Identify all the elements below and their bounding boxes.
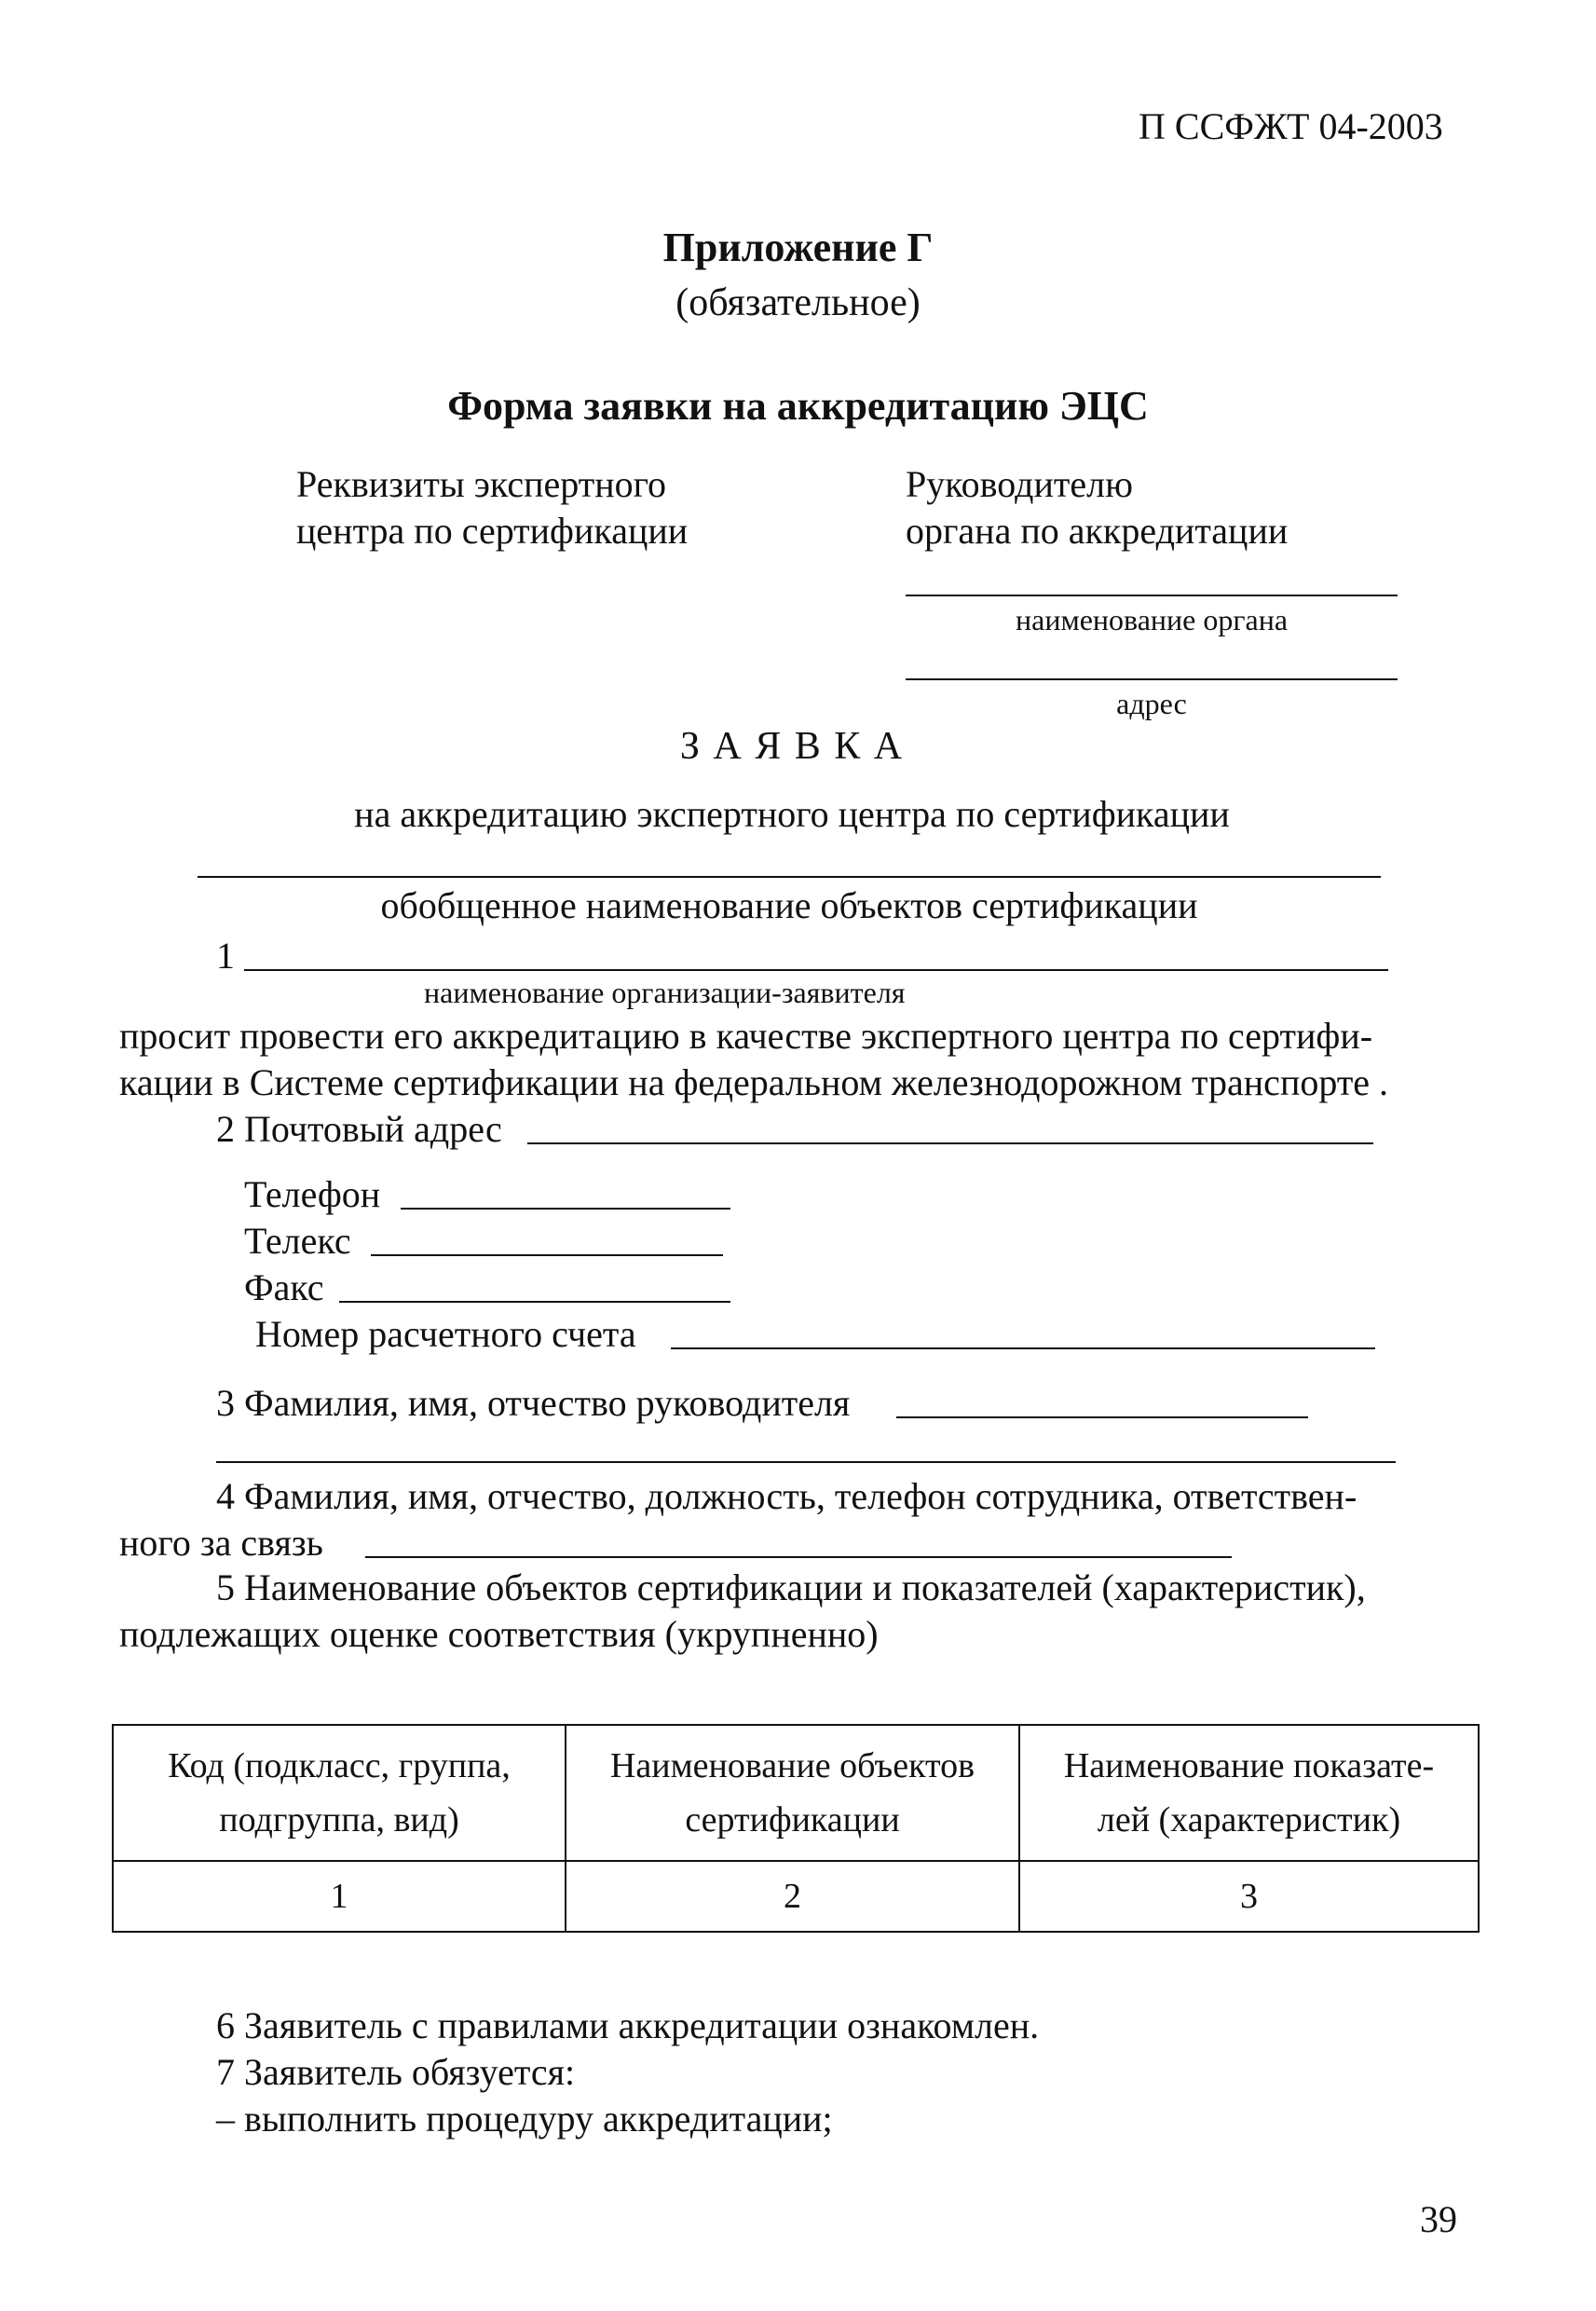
table-cell-number: 3 xyxy=(1019,1861,1479,1932)
postal-address-label: 2 Почтовый адрес xyxy=(216,1108,502,1150)
fax-field[interactable] xyxy=(339,1301,730,1303)
account-label: Номер расчетного счета xyxy=(255,1313,636,1355)
page-number: 39 xyxy=(1420,2198,1457,2240)
postal-address-field[interactable] xyxy=(527,1142,1373,1144)
head-name-field[interactable] xyxy=(896,1416,1308,1418)
table-header-objects: Наименование объектов сертификации xyxy=(566,1725,1019,1861)
item7-text: 7 Заявитель обязуется: xyxy=(216,2051,576,2093)
contact-line-1: 4 Фамилия, имя, отчество, должность, телефон сотрудника, ответствен- xyxy=(216,1475,1357,1517)
authority-address-line xyxy=(906,678,1398,680)
item6-text: 6 Заявитель с правилами аккредитации ознакомлен. xyxy=(216,2004,1040,2046)
authority-name-hint: наименование органа xyxy=(1015,603,1289,636)
phone-label: Телефон xyxy=(244,1173,381,1215)
telex-label: Телекс xyxy=(244,1220,351,1262)
application-subtitle: на аккредитацию экспертного центра по сертификации xyxy=(354,793,1230,835)
table-header-indicators: Наименование показате- лей (характеристик) xyxy=(1019,1725,1479,1861)
right-block-line1: Руководителю xyxy=(906,463,1133,505)
contact-field[interactable] xyxy=(365,1556,1232,1558)
item1-number: 1 xyxy=(216,935,235,977)
document-code: П ССФЖТ 04-2003 xyxy=(1139,105,1443,147)
appendix-title: Приложение Г xyxy=(662,225,934,270)
authority-name-line xyxy=(906,595,1398,596)
objects-hint: обобщенное наименование объектов сертификации xyxy=(380,884,1198,926)
certification-objects-table xyxy=(112,1724,1480,1933)
right-block-line2: органа по аккредитации xyxy=(906,510,1289,552)
table-header-row xyxy=(113,1725,1479,1861)
request-line-2: кации в Системе сертификации на федеральном железнодорожном транспорте . xyxy=(119,1061,1389,1103)
objects-line-1: 5 Наименование объектов сертификации и показателей (характеристик), xyxy=(216,1566,1366,1608)
authority-address-hint: адрес xyxy=(1116,687,1187,720)
objects-line-2: подлежащих оценке соответствия (укрупненно) xyxy=(119,1613,879,1655)
left-block-line2: центра по сертификации xyxy=(296,510,689,552)
contact-line-2: ного за связь xyxy=(119,1522,323,1564)
form-title: Форма заявки на аккредитацию ЭЦС xyxy=(447,383,1149,429)
table-row xyxy=(113,1861,1479,1932)
head-name-field-2[interactable] xyxy=(216,1461,1396,1463)
account-field[interactable] xyxy=(671,1347,1375,1349)
phone-field[interactable] xyxy=(401,1208,730,1210)
applicant-org-line xyxy=(244,969,1388,971)
objects-line xyxy=(198,876,1381,878)
applicant-org-hint: наименование организации-заявителя xyxy=(424,976,906,1009)
fax-label: Факс xyxy=(244,1266,324,1308)
application-title: З А Я В К А xyxy=(679,725,905,768)
bullet-1-text: – выполнить процедуру аккредитации; xyxy=(216,2098,833,2140)
telex-field[interactable] xyxy=(371,1254,723,1256)
appendix-status: (обязательное) xyxy=(675,281,921,324)
table-header-code: Код (подкласс, группа, подгруппа, вид) xyxy=(113,1725,566,1861)
left-block-line1: Реквизиты экспертного xyxy=(296,463,667,505)
table-cell-number: 1 xyxy=(113,1861,566,1932)
head-name-label: 3 Фамилия, имя, отчество руководителя xyxy=(216,1382,851,1424)
request-line-1: просит провести его аккредитацию в качестве экспертного центра по сертифи- xyxy=(119,1015,1373,1057)
table-cell-number: 2 xyxy=(566,1861,1019,1932)
